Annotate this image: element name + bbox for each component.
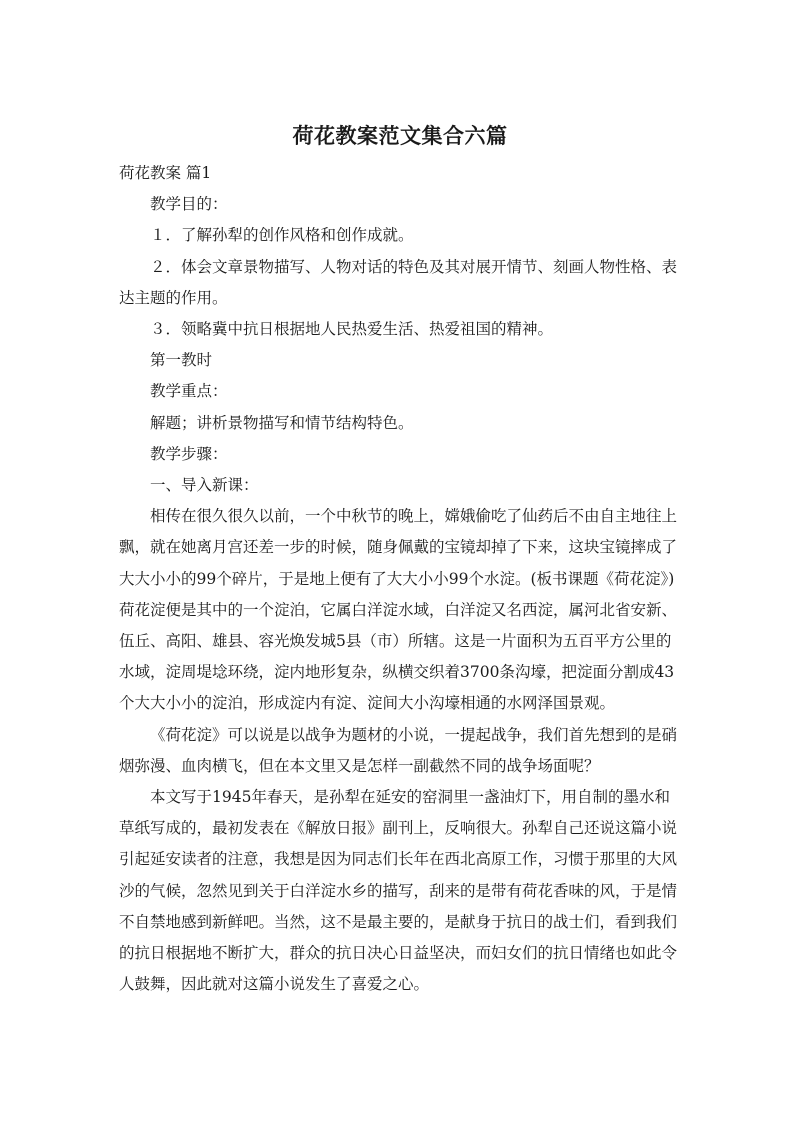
paragraph: ３．领略冀中抗日根据地人民热爱生活、热爱祖国的精神。 (150, 320, 554, 339)
document-body (119, 158, 685, 1000)
paragraph: 本文写于1945年春天，是孙犁在延安的窑洞里一盏油灯下，用自制的墨水和草纸写成的，最初发表在《解放日报》副刊上，反响很大。孙犁自己还说这篇小说引起延安读者的注意，我想是因为同志们长年在西北高原工作，习惯于那里的大风沙的气候，忽然见到关于白洋淀水乡的描写，刮来的是带有荷花香味的风，于是情不自禁地感到新鲜吧。当然，这不是最主要的，是献身于抗日的战士们，看到我们的抗日根据地不断扩大，群众的抗日决心日益坚决，而妇女们的抗日情绪也如此令人鼓舞，因此就对这篇小说发生了喜爱之心。 (119, 788, 678, 994)
paragraph: 一、导入新课： (150, 476, 259, 495)
paragraph: １．了解孙犁的创作风格和创作成就。 (150, 226, 414, 245)
paragraph: 教学步骤： (150, 444, 228, 463)
paragraph: 《荷花淀》可以说是以战争为题材的小说，一提起战争，我们首先想到的是硝烟弥漫、血肉横飞，但在本文里又是怎样一副截然不同的战争场面呢？ (119, 725, 678, 775)
paragraph: 相传在很久很久以前，一个中秋节的晚上，嫦娥偷吃了仙药后不由自主地往上飘，就在她离月宫还差一步的时候，随身佩戴的宝镜却掉了下来，这块宝镜摔成了大大小小的99个碎片，于是地上便有了大大小小99个水淀。(板书课题《荷花淀》)荷花淀便是其中的一个淀泊，它属白洋淀水域，白洋淀又名西淀，属河北省安新、伍丘、高阳、雄县、容光焕发城5县（市）所辖。这是一片面积为五百平方公里的水域，淀周堤埝环绕，淀内地形复杂，纵横交织着3700条沟壕，把淀面分割成43个大大小小的淀泊，形成淀内有淀、淀间大小沟壕相通的水网泽国景观。 (119, 507, 678, 713)
paragraph: 教学重点： (150, 382, 228, 401)
paragraph: ２．体会文章景物描写、人物对话的特色及其对展开情节、刻画人物性格、表达主题的作用。 (119, 257, 678, 307)
paragraph: 教学目的： (150, 195, 228, 214)
paragraph: 第一教时 (150, 351, 213, 370)
paragraph: 解题；讲析景物描写和情节结构特色。 (150, 413, 414, 432)
section-heading: 荷花教案 篇1 (119, 164, 212, 182)
document-title: 荷花教案范文集合六篇 (292, 124, 508, 148)
